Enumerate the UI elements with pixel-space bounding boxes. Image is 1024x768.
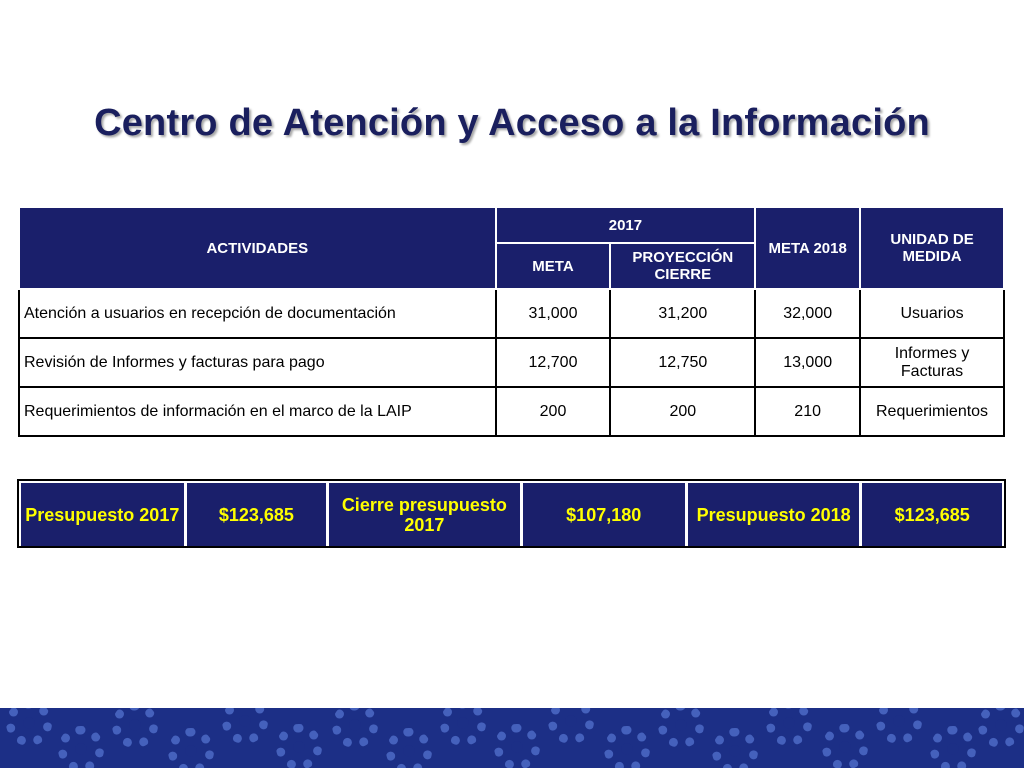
cell-actividad: Requerimientos de información en el marco de la LAIP (19, 387, 496, 436)
gear-icon (822, 724, 868, 768)
cell-unidad: Usuarios (860, 289, 1004, 338)
cell-meta-2018: 13,000 (755, 338, 860, 387)
presupuesto-2017-label: Presupuesto 2017 (20, 482, 186, 548)
gear-icon (766, 708, 812, 746)
presupuesto-2018-value: $123,685 (861, 482, 1004, 548)
cell-meta-2018: 32,000 (755, 289, 860, 338)
gear-icon (494, 724, 540, 768)
header-actividades: ACTIVIDADES (19, 207, 496, 289)
gear-icon (548, 708, 594, 744)
gear-icon (658, 708, 704, 748)
presupuesto-2018-label: Presupuesto 2018 (686, 482, 861, 548)
cell-meta: 12,700 (496, 338, 611, 387)
table-row (19, 289, 1004, 338)
gear-icon (440, 708, 486, 746)
cell-proyeccion: 200 (610, 387, 755, 436)
cell-meta: 31,000 (496, 289, 611, 338)
activities-table (18, 206, 1005, 437)
gear-icon (6, 708, 52, 746)
budget-row (20, 482, 1004, 548)
cell-actividad: Revisión de Informes y facturas para pago (19, 338, 496, 387)
header-meta: META (496, 243, 611, 289)
gear-icon (604, 726, 650, 768)
presupuesto-2017-value: $123,685 (185, 482, 328, 548)
cell-meta: 200 (496, 387, 611, 436)
footer-gear-banner (0, 708, 1024, 768)
gear-icon (222, 708, 268, 744)
gear-icon (978, 708, 1024, 748)
cierre-presupuesto-label: Cierre presupuesto 2017 (328, 482, 521, 548)
table-row (19, 338, 1004, 387)
header-meta-2018: META 2018 (755, 207, 860, 289)
gear-icon (930, 726, 976, 768)
cell-actividad: Atención a usuarios en recepción de documentación (19, 289, 496, 338)
gear-icon (58, 726, 104, 768)
cell-unidad: Informes y Facturas (860, 338, 1004, 387)
gear-icon (386, 728, 432, 768)
gear-icon (276, 724, 322, 768)
header-year-2017: 2017 (496, 207, 756, 243)
cell-proyeccion: 12,750 (610, 338, 755, 387)
header-proyeccion-cierre: PROYECCIÓN CIERRE (610, 243, 755, 289)
gear-icon (168, 728, 214, 768)
gear-icon (332, 708, 378, 748)
gear-icon (112, 708, 158, 748)
cell-unidad: Requerimientos (860, 387, 1004, 436)
page-title: Centro de Atención y Acceso a la Información (94, 102, 930, 144)
gear-icon (876, 708, 922, 744)
cell-meta-2018: 210 (755, 387, 860, 436)
budget-table (18, 480, 1005, 549)
table-row (19, 387, 1004, 436)
header-unidad-medida: UNIDAD DE MEDIDA (860, 207, 1004, 289)
cierre-presupuesto-value: $107,180 (521, 482, 686, 548)
gear-icon (712, 728, 758, 768)
cell-proyeccion: 31,200 (610, 289, 755, 338)
